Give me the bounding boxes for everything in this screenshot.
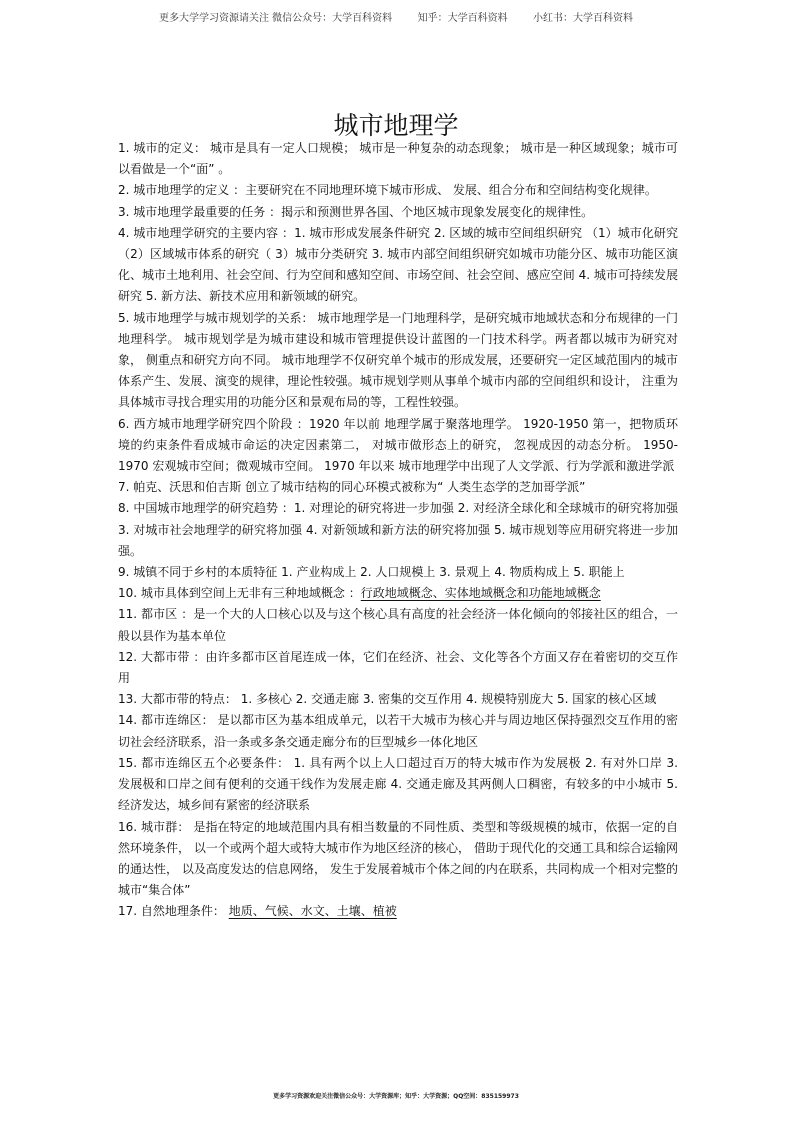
paragraph-13: 13. 大都市带的特点： 1. 多核心 2. 交通走廊 3. 密集的交互作用 4. 规模特别庞大 5. 国家的核心区域 (118, 692, 657, 707)
paragraph-4: 4. 城市地理学研究的主要内容 ：1. 城市形成发展条件研究 2. 区域的城市空间组织研究 （1）城市化研究（2）区域城市体系的研究（ 3）城市分类研究 3. 城市内部空间组织研究如城市功能分区、城市功能区演化、城市土地利用、社会空间、行为空间和感知空间、市场空间、社会空间、感应空间 4. 城市可持续发展研究 5. 新方法、新技术应用和新领域的研究。 (118, 225, 678, 304)
paragraph-2: 2. 城市地理学的定义 ：主要研究在不同地理环境下城市形成、 发展、组合分布和空间结构变化规律。 (118, 183, 657, 198)
document-body (118, 138, 678, 923)
paragraph-10 (118, 583, 678, 604)
paragraph-8: 8. 中国城市地理学的研究趋势 ：1. 对理论的研究将进一步加强 2. 对经济全球化和全球城市的研究将加强 3. 对城市社会地理学的研究将加强 4. 对新领域和新方法的研究将加强 5. 城市规划等应用研究将进一步加强。 (118, 501, 678, 558)
paragraph-9: 9. 城镇不同于乡村的本质特征 1. 产业构成上 2. 人口规模上 3. 景观上 4. 物质构成上 5. 职能上 (118, 565, 625, 580)
page-header: 更多大学学习资源请关注 微信公众号：大学百科资料 知乎：大学百科资料 小红书：大学百科资料 (158, 13, 634, 24)
paragraph-11: 11. 都市区 ：是一个大的人口核心以及与这个核心具有高度的社会经济一体化倾向的邻接社区的组合，一般以县作为基本单位 (118, 607, 678, 643)
paragraph-15: 15. 都市连绵区五个必要条件： 1. 具有两个以上人口超过百万的特大城市作为发展极 2. 有对外口岸 3. 发展极和口岸之间有便利的交通干线作为发展走廊 4. 交通走廊及其两侧人口稠密，有较多的中小城市 5. 经济发达，城乡间有紧密的经济联系 (118, 755, 678, 813)
paragraph-14: 14. 都市连绵区： 是以都市区为基本组成单元，以若干大城市为核心并与周边地区保持强烈交互作用的密切社会经济联系，沿一条或多条交通走廊分布的巨型城乡一体化地区 (118, 713, 678, 749)
page-footer: 更多学习资源欢迎关注微信公众号：大学资源库；知乎：大学资源；QQ空间：835159973 (273, 1093, 519, 1100)
paragraph-6: 6. 西方城市地理学研究四个阶段 ：1920 年以前 地理学属于聚落地理学。 1920-1950 第一，把物质环境的约束条件看成城市命运的决定因素第二， 对城市做形态上的研究， 忽视成因的动态分析。 1950-1970 宏观城市空间；微观城市空间。 1970 年以来 城市地理学中出现了人文学派、行为学派和激进学派 (118, 416, 678, 474)
paragraph-17 (118, 901, 678, 922)
paragraph-17-lead: 17. 自然地理条件： (118, 904, 229, 919)
paragraph-12: 12. 大都市带 ：由许多都市区首尾连成一体，它们在经济、社会、文化等各个方面又存在着密切的交互作用 (118, 649, 678, 686)
page-title: 城市地理学 (333, 111, 459, 140)
paragraph-1: 1. 城市的定义： 城市是具有一定人口规模； 城市是一种复杂的动态现象； 城市是一种区域现象；城市可以看做是一个“面” 。 (118, 141, 678, 177)
paragraph-17-underlined: 地质、气候、水文、土壤、植被 (228, 904, 397, 919)
paragraph-16: 16. 城市群： 是指在特定的地域范围内具有相当数量的不同性质、类型和等级规模的城市，依据一定的自然环境条件， 以一个或两个超大或特大城市作为地区经济的核心， 借助于现代化的交通工具和综合运输网的通达性， 以及高度发达的信息网络， 发生于发展着城市个体之间的内在联系，共同构成一个相对完整的城市“集合体” (118, 819, 678, 898)
paragraph-5: 5. 城市地理学与城市规划学的关系： 城市地理学是一门地理科学，是研究城市地域状态和分布规律的一门地理科学。 城市规划学是为城市建设和城市管理提供设计蓝图的一门技术科学。两者都以城市为研究对象， 侧重点和研究方向不同。 城市地理学不仅研究单个城市的形成发展，还要研究一定区域范围内的城市体系产生、发展、演变的规律，理论性较强。城市规划学则从事单个城市内部的空间组织和设计， 注重为具体城市寻找合理实用的功能分区和景观布局的等，工程性较强。 (118, 310, 678, 410)
paragraph-7: 7. 帕克、沃思和伯吉斯 创立了城市结构的同心环模式被称为“ 人类生态学的芝加哥学派” (118, 480, 586, 495)
paragraph-10-underlined: 行政地域概念、实体地域概念和功能地域概念 (360, 586, 601, 601)
paragraph-10-lead: 10. 城市具体到空间上无非有三种地域概念 ： (118, 586, 361, 601)
paragraph-3: 3. 城市地理学最重要的任务 ：揭示和预测世界各国、个地区城市现象发展变化的规律性。 (118, 204, 594, 219)
